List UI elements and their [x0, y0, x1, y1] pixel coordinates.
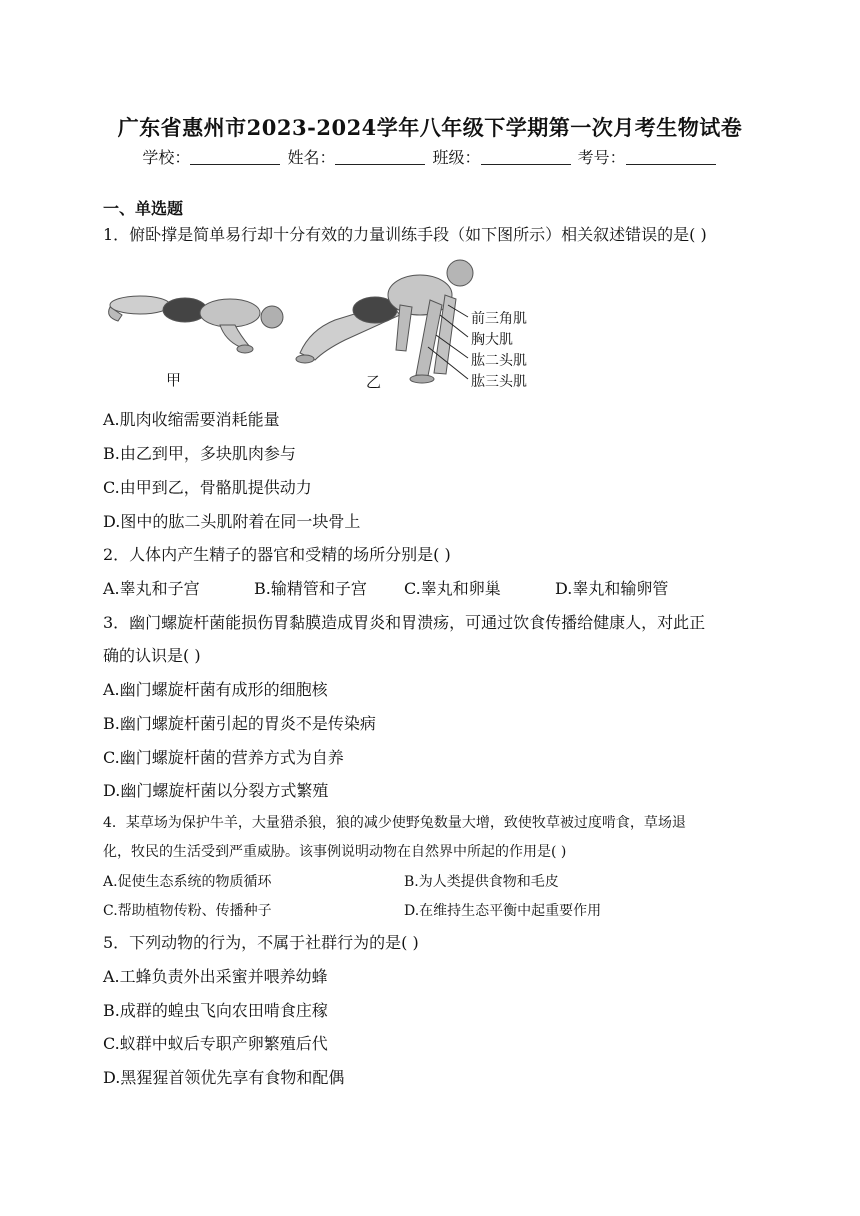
q5-option-d: D.黑猩猩首领优先享有食物和配偶: [103, 1068, 345, 1087]
muscle-label-pectoralis: 胸大肌: [471, 332, 513, 348]
q4-option-b: B.为人类提供食物和毛皮: [404, 874, 559, 890]
q4-stem-line1: 4．某草场为保护牛羊，大量猎杀狼，狼的减少使野兔数量大增，致使牧草被过度啃食，草场退: [103, 815, 686, 831]
page-title: 广东省惠州市2023-2024学年八年级下学期第一次月考生物试卷: [117, 115, 743, 140]
q5-stem: 5．下列动物的行为，不属于社群行为的是( ): [103, 933, 419, 952]
school-blank: [190, 150, 280, 165]
q1-stem: 1．俯卧撑是简单易行却十分有效的力量训练手段（如下图所示）相关叙述错误的是( ): [103, 225, 707, 244]
q4-option-d: D.在维持生态平衡中起重要作用: [404, 903, 602, 919]
section-title: 一、单选题: [103, 199, 184, 218]
q5-option-b: B.成群的蝗虫飞向农田啃食庄稼: [103, 1001, 328, 1020]
figure-label-a: 甲: [166, 371, 182, 389]
q3-option-a: A.幽门螺旋杆菌有成形的细胞核: [103, 680, 328, 699]
muscle-label-deltoid: 前三角肌: [471, 311, 527, 327]
class-blank: [481, 150, 571, 165]
q1-option-b: B.由乙到甲，多块肌肉参与: [103, 444, 296, 463]
q4-stem-line2: 化，牧民的生活受到严重威胁。该事例说明动物在自然界中所起的作用是( ): [103, 844, 567, 860]
muscle-label-triceps: 肱三头肌: [471, 374, 527, 390]
muscle-label-biceps: 肱二头肌: [471, 353, 527, 369]
id-blank: [626, 150, 716, 165]
school-label: 学校：: [142, 148, 191, 167]
student-info-line: [0, 145, 860, 168]
q2-option-c: C.睾丸和卵巢: [404, 579, 501, 598]
q1-option-c: C.由甲到乙，骨骼肌提供动力: [103, 478, 312, 497]
q3-stem-line1: 3．幽门螺旋杆菌能损伤胃黏膜造成胃炎和胃溃疡，可通过饮食传播给健康人，对此正: [103, 613, 706, 632]
name-label: 姓名：: [287, 148, 336, 167]
pushup-figure: [100, 255, 545, 395]
q3-stem-line2: 确的认识是( ): [103, 646, 201, 665]
q4-option-c: C.帮助植物传粉、传播种子: [103, 903, 272, 919]
class-label: 班级：: [432, 148, 481, 167]
q2-option-b: B.输精管和子宫: [254, 579, 367, 598]
q5-option-a: A.工蜂负责外出采蜜并喂养幼蜂: [103, 967, 328, 986]
q2-option-a: A.睾丸和子宫: [103, 579, 200, 598]
id-label: 考号：: [577, 148, 626, 167]
q4-option-a: A.促使生态系统的物质循环: [103, 874, 272, 890]
q3-option-b: B.幽门螺旋杆菌引起的胃炎不是传染病: [103, 714, 376, 733]
name-blank: [335, 150, 425, 165]
q3-option-d: D.幽门螺旋杆菌以分裂方式繁殖: [103, 781, 329, 800]
q5-option-c: C.蚁群中蚁后专职产卵繁殖后代: [103, 1034, 328, 1053]
q1-option-a: A.肌肉收缩需要消耗能量: [103, 410, 280, 429]
q2-option-d: D.睾丸和输卵管: [555, 579, 669, 598]
q1-option-d: D.图中的肱二头肌附着在同一块骨上: [103, 512, 361, 531]
figure-label-b: 乙: [366, 373, 382, 391]
q2-stem: 2．人体内产生精子的器官和受精的场所分别是( ): [103, 545, 451, 564]
q3-option-c: C.幽门螺旋杆菌的营养方式为自养: [103, 748, 344, 767]
